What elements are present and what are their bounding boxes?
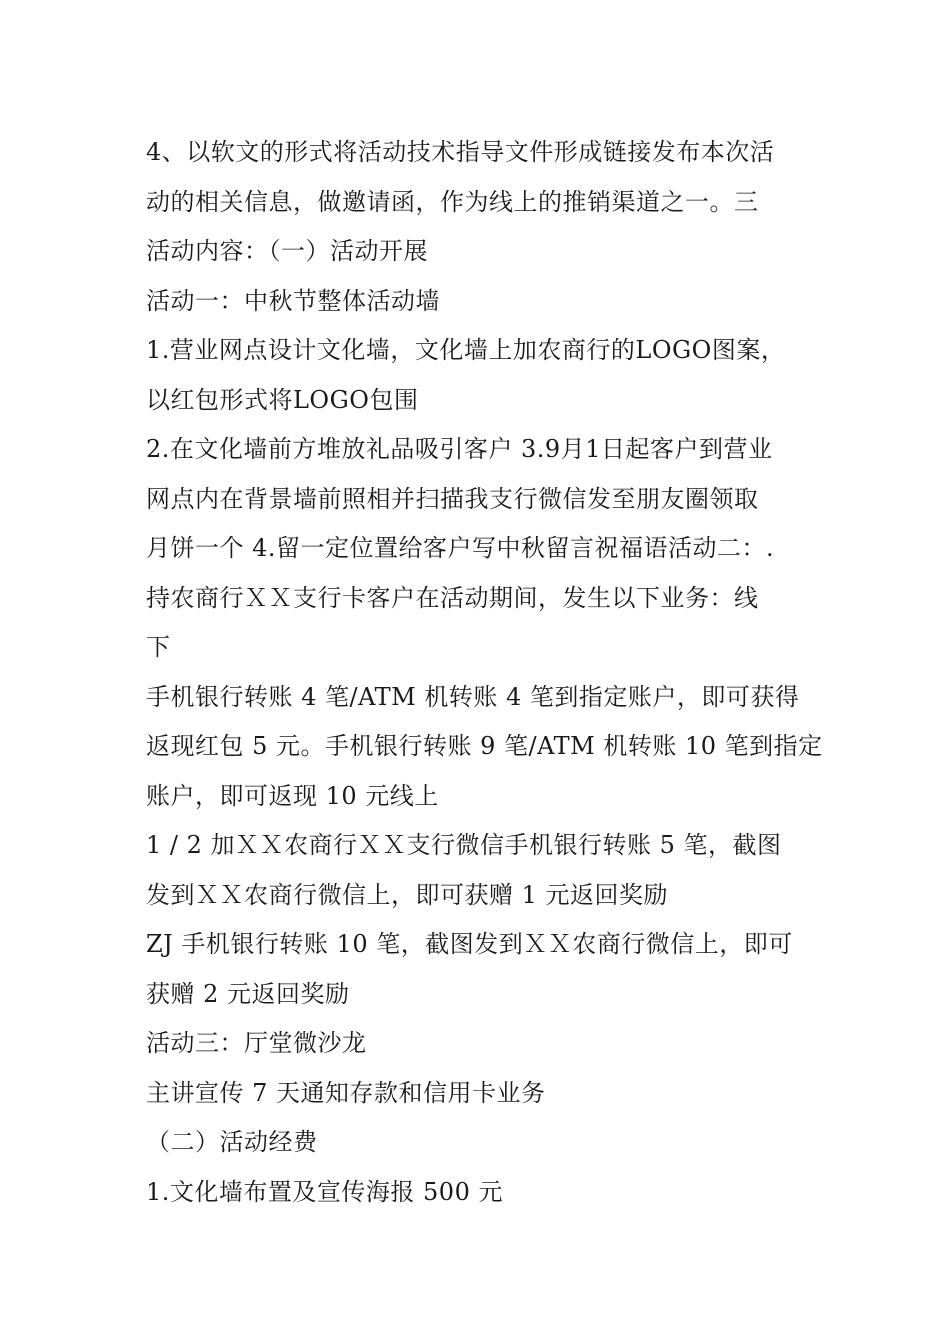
section-heading: 活动三：厅堂微沙龙	[146, 1029, 367, 1057]
text-line: 持农商行ＸＸ支行卡客户在活动期间，发生以下业务：线	[146, 583, 759, 612]
text-line: 动的相关信息，做邀请函，作为线上的推销渠道之一。三	[146, 187, 759, 216]
text-line: 活动一：中秋节整体活动墙	[146, 286, 440, 315]
section-heading: （二）活动经费	[146, 1128, 318, 1156]
text-line: 账户，即可返现 10 元线上	[146, 781, 439, 810]
text-line: 获赠 2 元返回奖励	[146, 979, 350, 1008]
text-line: 网点内在背景墙前照相并扫描我支行微信发至朋友圈领取	[146, 484, 759, 513]
text-line: 下	[146, 633, 171, 661]
text-line: ZJ 手机银行转账 10 笔，截图发到ＸＸ农商行微信上，即可	[146, 930, 793, 958]
text-line: 发到ＸＸ农商行微信上，即可获赠 1 元返回奖励	[146, 880, 669, 909]
text-line: 以红包形式将LOGO包围	[146, 385, 419, 414]
text-line: 活动内容：（一）活动开展	[146, 237, 428, 265]
text-line: 返现红包 5 元。手机银行转账 9 笔/ATM 机转账 10 笔到指定	[146, 732, 823, 760]
text-line: 月饼一个 4.留一定位置给客户写中秋留言祝福语活动二：.	[146, 534, 775, 562]
text-line: 2.在文化墙前方堆放礼品吸引客户 3.9月1日起客户到营业	[146, 435, 773, 463]
document-body	[146, 128, 823, 1217]
text-line: 4、以软文的形式将活动技术指导文件形成链接发布本次活	[146, 138, 775, 166]
text-line: 手机银行转账 4 笔/ATM 机转账 4 笔到指定账户，即可获得	[146, 682, 800, 711]
text-line: 1.营业网点设计文化墙，文化墙上加农商行的LOGO图案，	[146, 336, 786, 364]
text-line: 1.文化墙布置及宣传海报 500 元	[146, 1177, 503, 1206]
text-line: 主讲宣传 7 天通知存款和信用卡业务	[146, 1078, 546, 1107]
page-number-line: 1 / 2 加ＸＸ农商行ＸＸ支行微信手机银行转账 5 笔，截图	[146, 831, 782, 859]
